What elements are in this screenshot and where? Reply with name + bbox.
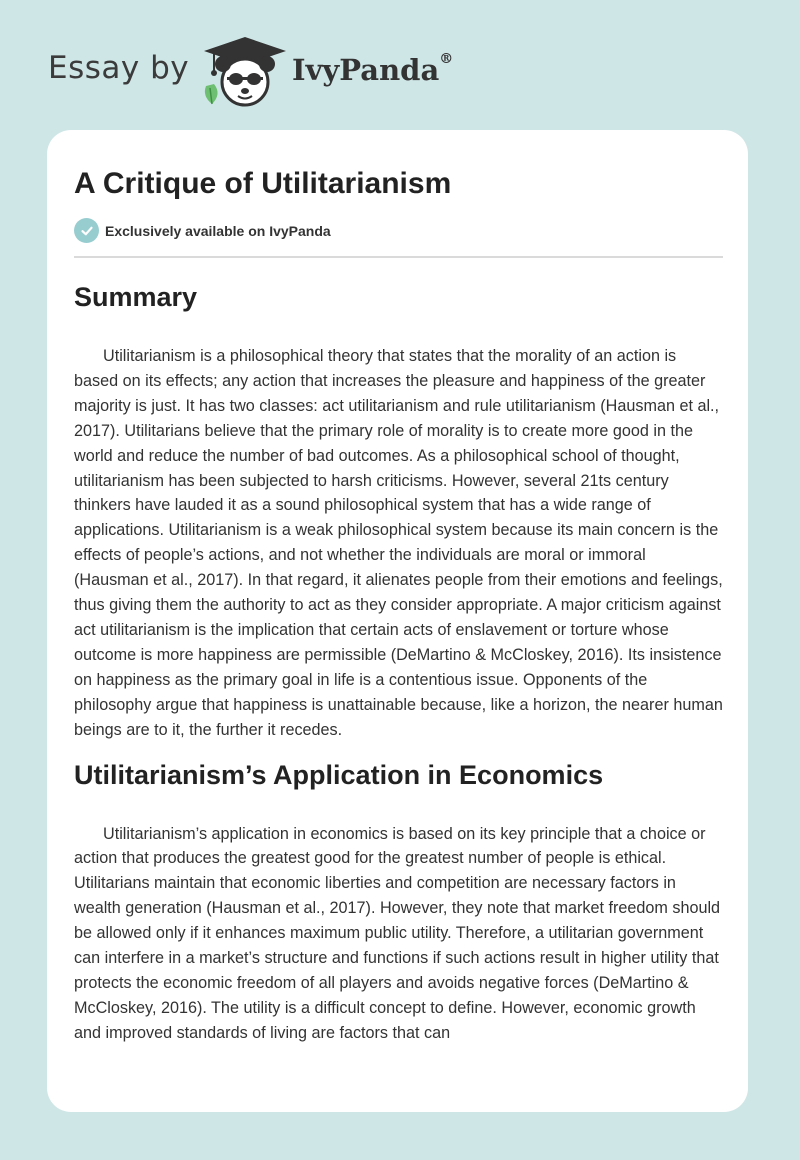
section-body-economics: Utilitarianism’s application in economics is based on its key principle that a choice or action that produces the greatest good for the greatest number of people is ethical. Utilitarians maintain that economic liberties and competition are necessary factors in wealth generation (Hausman et al., 2017). However, they note that market freedom should be allowed only if it enhances maximum public utility. Therefore, a utilitarian government can interfere in a market’s structure and functions if such actions result in higher utility that protects the economic freedom of all players and avoids negative forces (DeMartino & McCloskey, 2016). The utility is a difficult concept to define. However, economic growth and improved standards of living are factors that can <box>74 824 721 1042</box>
essay-by-label: Essay by <box>48 50 190 86</box>
availability-badge <box>74 218 724 243</box>
registered-mark: ® <box>439 51 454 67</box>
essay-content <box>74 164 724 1046</box>
site-header <box>0 0 800 130</box>
availability-text: Exclusively available on IvyPanda <box>105 222 331 239</box>
essay-card <box>47 130 748 1112</box>
section-body-summary: Utilitarianism is a philosophical theory that states that the morality of an action is based on its effects; any action that increases the pleasure and happiness of the greater majority is just. It has two classes: act utilitarianism and rule utilitarianism (Hausman et al., 2017). Utilitarians believe that the primary role of morality is to create more good in the world and reduce the number of bad outcomes. As a philosophical school of thought, utilitarianism has been subjected to harsh criticisms. However, several 21ts century thinkers have lauded it as a sound philosophical system that has a wide range of applications. Utilitarianism is a weak philosophical system because its main concern is the effects of people’s actions, and not whether the individuals are moral or immoral (Hausman et al., 2017). In that regard, it alienates people from their emotions and feelings, thus giving them the authority to act as they consider appropriate. A major criticism against act utilitarianism is the implication that certain acts of enslavement or torture whose outcome is more happiness are permissible (DeMartino & McCloskey, 2016). Its insistence on happiness as the primary goal in life is a contentious issue. Opponents of the philosophy argue that happiness is unattainable because, like a horizon, the nearer human beings are to it, the further it recedes. <box>74 347 723 739</box>
panda-graduate-icon[interactable] <box>200 34 290 113</box>
section-heading-economics: Utilitarianism’s Application in Economics <box>74 759 604 790</box>
essay-title: A Critique of Utilitarianism <box>74 167 452 200</box>
brand-name[interactable] <box>292 53 453 87</box>
brand-label: IvyPanda <box>292 53 440 87</box>
divider <box>74 256 723 258</box>
check-icon <box>74 218 99 243</box>
section-heading-summary: Summary <box>74 282 198 312</box>
